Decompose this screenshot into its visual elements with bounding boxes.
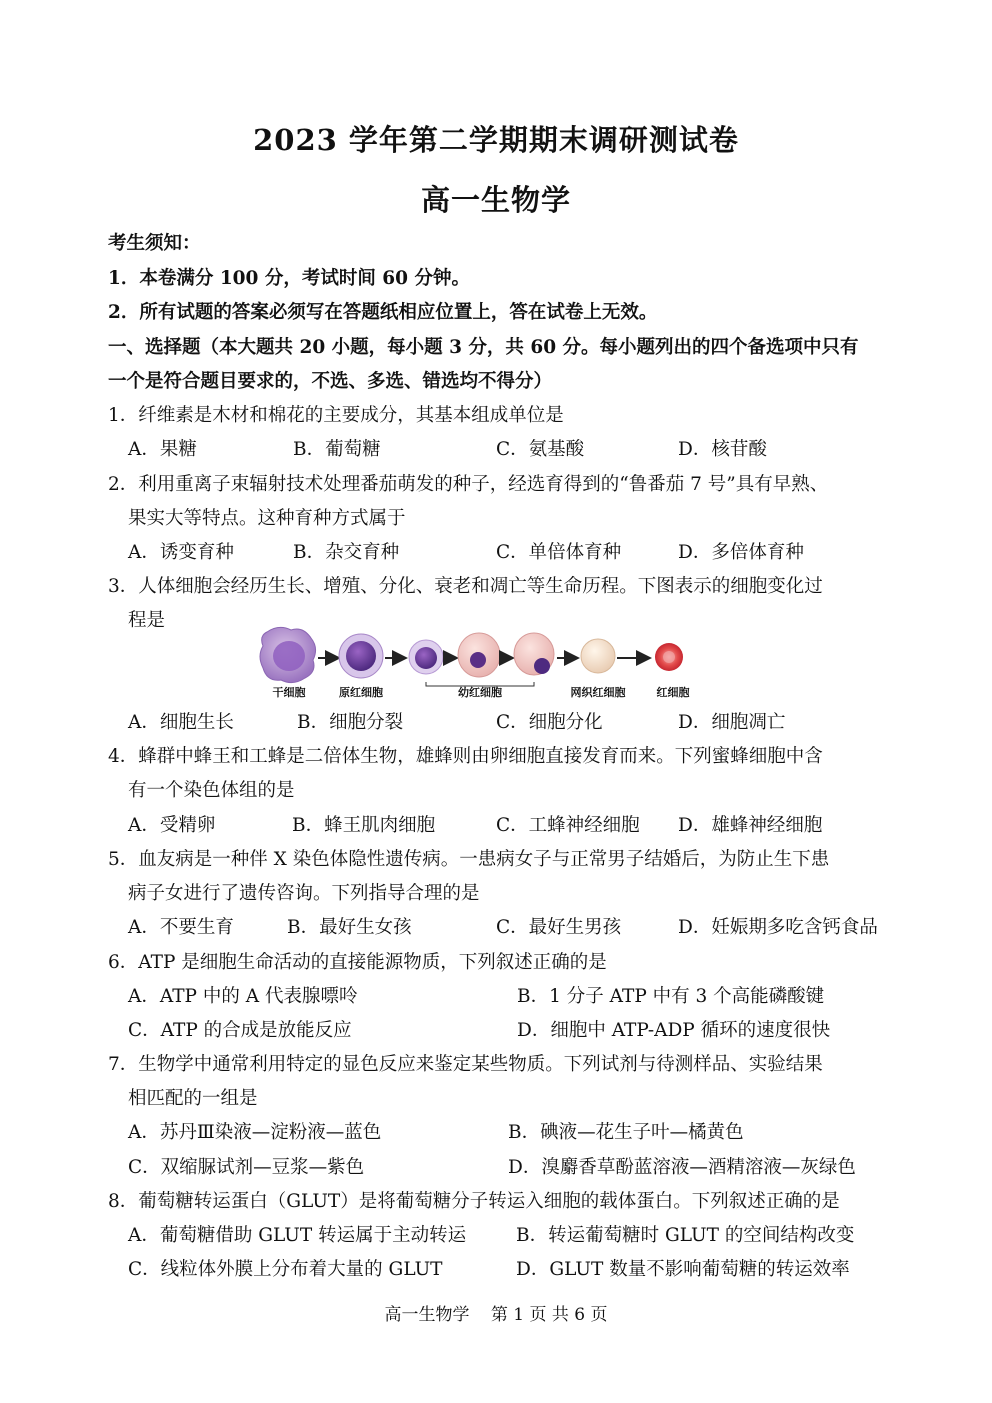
q5-option-a: A．不要生育 xyxy=(128,917,234,938)
question-4-stem-line2: 有一个染色体组的是 xyxy=(128,780,295,801)
q6-option-c: C．ATP 的合成是放能反应 xyxy=(128,1020,352,1041)
cell-differentiation-figure xyxy=(255,622,705,704)
q4-option-b: B．蜂王肌肉细胞 xyxy=(292,815,436,836)
figure-label-reticulocyte: 网织红细胞 xyxy=(570,686,626,699)
q3-option-b: B．细胞分裂 xyxy=(297,712,404,733)
question-6-stem: 6．ATP 是细胞生命活动的直接能源物质，下列叙述正确的是 xyxy=(108,952,607,973)
q3-option-a: A．细胞生长 xyxy=(128,712,234,733)
q1-option-d: D．核苷酸 xyxy=(678,439,767,460)
question-8-stem: 8．葡萄糖转运蛋白（GLUT）是将葡萄糖分子转运入细胞的载体蛋白。下列叙述正确的是 xyxy=(108,1191,840,1212)
q8-option-c: C．线粒体外膜上分布着大量的 GLUT xyxy=(128,1259,443,1280)
erythroblast-3-image xyxy=(514,633,554,675)
q6-option-d: D．细胞中 ATP-ADP 循环的速度很快 xyxy=(517,1020,831,1041)
q5-option-d: D．妊娠期多吃含钙食品 xyxy=(678,917,878,938)
q7-option-d: D．溴麝香草酚蓝溶液—酒精溶液—灰绿色 xyxy=(508,1157,856,1178)
question-7-stem-line1: 7．生物学中通常利用特定的显色反应来鉴定某些物质。下列试剂与待测样品、实验结果 xyxy=(108,1054,823,1075)
section-heading-line1: 一、选择题（本大题共 20 小题，每小题 3 分，共 60 分。每小题列出的四个备选项中只有 xyxy=(108,337,859,358)
question-5-stem-line1: 5．血友病是一种伴 X 染色体隐性遗传病。一患病女子与正常男子结婚后，为防止生下患 xyxy=(108,849,830,870)
question-7-stem-line2: 相匹配的一组是 xyxy=(128,1088,258,1109)
q4-option-a: A．受精卵 xyxy=(128,815,216,836)
erythroblast-2-image xyxy=(458,633,500,677)
exam-subject: 高一生物学 xyxy=(420,183,571,217)
question-3-stem-line1: 3．人体细胞会经历生长、增殖、分化、衰老和凋亡等生命历程。下图表示的细胞变化过 xyxy=(108,576,823,597)
question-1-stem: 1．纤维素是木材和棉花的主要成分，其基本组成单位是 xyxy=(108,405,564,426)
q3-option-d: D．细胞凋亡 xyxy=(678,712,786,733)
q3-option-c: C．细胞分化 xyxy=(496,712,603,733)
figure-label-proerythroblast: 原红细胞 xyxy=(339,686,383,699)
q8-option-a: A．葡萄糖借助 GLUT 转运属于主动转运 xyxy=(128,1225,467,1246)
q1-option-c: C．氨基酸 xyxy=(496,439,585,460)
q6-option-a: A．ATP 中的 A 代表腺嘌呤 xyxy=(128,986,358,1007)
notice-heading: 考生须知： xyxy=(108,233,201,254)
q7-option-c: C．双缩脲试剂—豆浆—紫色 xyxy=(128,1157,365,1178)
q1-option-b: B．葡萄糖 xyxy=(293,439,381,460)
q8-option-d: D．GLUT 数量不影响葡萄糖的转运效率 xyxy=(516,1259,850,1280)
notice-item-1: 1．本卷满分 100 分，考试时间 60 分钟。 xyxy=(108,268,470,289)
page-footer xyxy=(0,1300,992,1325)
q7-option-a: A．苏丹Ⅲ染液—淀粉液—蓝色 xyxy=(128,1122,382,1143)
question-2-stem-line1: 2．利用重离子束辐射技术处理番茄萌发的种子，经选育得到的“鲁番茄 7 号”具有早熟、 xyxy=(108,474,829,495)
footer-subject: 高一生物学 xyxy=(384,1305,470,1325)
question-2-stem-line2: 果实大等特点。这种育种方式属于 xyxy=(128,508,406,529)
q8-option-b: B．转运葡萄糖时 GLUT 的空间结构改变 xyxy=(516,1225,855,1246)
notice-item-2: 2．所有试题的答案必须写在答题纸相应位置上，答在试卷上无效。 xyxy=(108,302,658,323)
figure-label-erythroblast: 幼红细胞 xyxy=(458,686,502,699)
section-heading-line2: 一个是符合题目要求的，不选、多选、错选均不得分） xyxy=(108,371,553,392)
q5-option-b: B．最好生女孩 xyxy=(287,917,412,938)
q2-option-c: C．单倍体育种 xyxy=(496,542,622,563)
q4-option-c: C．工蜂神经细胞 xyxy=(496,815,640,836)
footer-page-number: 第 1 页 共 6 页 xyxy=(490,1305,608,1325)
question-5-stem-line2: 病子女进行了遗传咨询。下列指导合理的是 xyxy=(128,883,480,904)
reticulocyte-image xyxy=(581,639,615,673)
q7-option-b: B．碘液—花生子叶—橘黄色 xyxy=(508,1122,744,1143)
q4-option-d: D．雄蜂神经细胞 xyxy=(678,815,823,836)
red-blood-cell-image xyxy=(655,643,683,671)
question-4-stem-line1: 4．蜂群中蜂王和工蜂是二倍体生物，雄蜂则由卵细胞直接发育而来。下列蜜蜂细胞中含 xyxy=(108,746,823,767)
question-3-stem-line2: 程是 xyxy=(128,610,166,631)
erythroblast-1-image xyxy=(409,640,443,674)
q2-option-b: B．杂交育种 xyxy=(293,542,400,563)
q6-option-b: B．1 分子 ATP 中有 3 个高能磷酸键 xyxy=(517,986,825,1007)
stem-cell-image xyxy=(260,627,316,682)
figure-label-red-blood-cell: 红细胞 xyxy=(656,686,690,699)
q2-option-d: D．多倍体育种 xyxy=(678,542,804,563)
figure-label-stem-cell: 干细胞 xyxy=(272,686,306,699)
proerythroblast-image xyxy=(339,634,383,678)
q2-option-a: A．诱变育种 xyxy=(128,542,234,563)
exam-title: 2023 学年第二学期期末调研测试卷 xyxy=(253,123,739,157)
q5-option-c: C．最好生男孩 xyxy=(496,917,622,938)
q1-option-a: A．果糖 xyxy=(128,439,197,460)
